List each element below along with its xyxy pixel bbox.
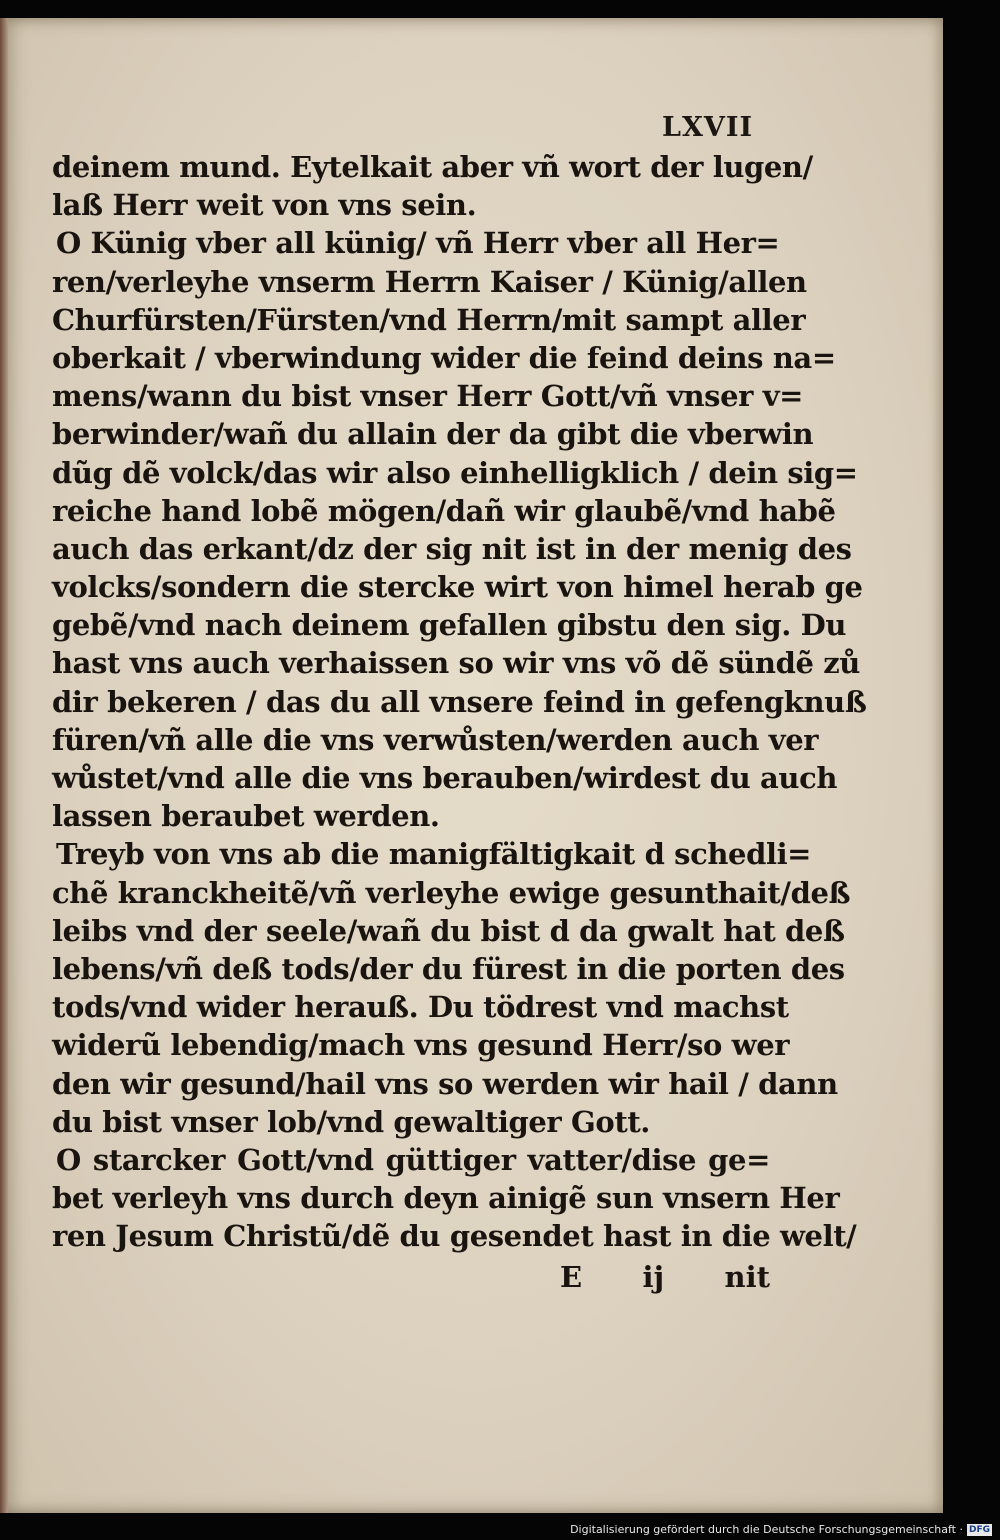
text-line: O starcker Gott/vnd güttiger vatter/dise ge= xyxy=(56,1142,770,1177)
text-line: gebẽ/vnd nach deinem gefallen gibstu den sig. Du xyxy=(52,608,847,643)
digitization-credit xyxy=(570,1523,992,1536)
text-line: Treyb von vns ab die manigfältigkait d schedli= xyxy=(56,837,812,872)
text-line: lassen beraubet werden. xyxy=(52,799,440,834)
text-line: wůstet/vnd alle die vns berauben/wirdest du auch xyxy=(52,761,838,795)
text-line: chẽ kranckheitẽ/vñ verleyhe ewige gesunthait/deß xyxy=(52,875,851,910)
text-line: lebens/vñ deß tods/der du fürest in die porten des xyxy=(52,951,845,986)
page-gutter xyxy=(0,18,8,1513)
text-line: leibs vnd der seele/wañ du bist d da gwalt hat deß xyxy=(52,913,845,948)
text-line: du bist vnser lob/vnd gewaltiger Gott. xyxy=(52,1104,651,1139)
signature-line xyxy=(560,1260,770,1294)
text-line: füren/vñ alle die vns verwůsten/werden auch ver xyxy=(52,722,819,757)
page-text xyxy=(52,148,867,1255)
credit-text: Digitalisierung gefördert durch die Deutsche Forschungsgemeinschaft · xyxy=(570,1523,963,1536)
text-line: O Künig vber all künig/ vñ Herr vber all Her= xyxy=(56,226,780,261)
text-line: ren/verleyhe vnserm Herrn Kaiser / Künig/allen xyxy=(52,264,807,299)
text-line: widerũ lebendig/mach vns gesund Herr/so wer xyxy=(52,1028,790,1063)
catchword: nit xyxy=(724,1260,770,1294)
text-line: dũg dẽ volck/das wir also einhelligklich / dein sig= xyxy=(52,455,858,490)
text-line: berwinder/wañ du allain der da gibt die vberwin xyxy=(52,417,814,452)
text-line: laß Herr weit von vns sein. xyxy=(52,188,477,223)
text-line: reiche hand lobẽ mögen/dañ wir glaubẽ/vnd habẽ xyxy=(52,493,836,528)
text-line: deinem mund. Eytelkait aber vñ wort der lugen/ xyxy=(52,150,813,184)
text-line: ren Jesum Christũ/dẽ du gesendet hast in die welt/ xyxy=(52,1219,857,1254)
folio-number: LXVII xyxy=(662,112,754,143)
text-line: oberkait / vberwindung wider die feind deins na= xyxy=(52,340,836,375)
text-line: den wir gesund/hail vns so werden wir hail / dann xyxy=(52,1066,838,1101)
text-line: Churfürsten/Fürsten/vnd Herrn/mit sampt aller xyxy=(52,302,806,337)
signature-number: ij xyxy=(642,1260,665,1294)
text-line: volcks/sondern die stercke wirt von himel herab ge xyxy=(52,570,863,605)
signature-mark: E xyxy=(560,1260,583,1294)
text-line: hast vns auch verhaissen so wir vns võ dẽ sündẽ zů xyxy=(52,646,860,681)
text-line: dir bekeren / das du all vnsere feind in gefengknuß xyxy=(52,684,867,719)
text-line: mens/wann du bist vnser Herr Gott/vñ vnser v= xyxy=(52,379,804,414)
text-line: auch das erkant/dz der sig nit ist in der menig des xyxy=(52,531,852,566)
dfg-logo-icon: DFG xyxy=(968,1524,990,1535)
text-line: tods/vnd wider herauß. Du tödrest vnd machst xyxy=(52,990,789,1025)
text-line: bet verleyh vns durch deyn ainigẽ sun vnsern Her xyxy=(52,1181,840,1216)
